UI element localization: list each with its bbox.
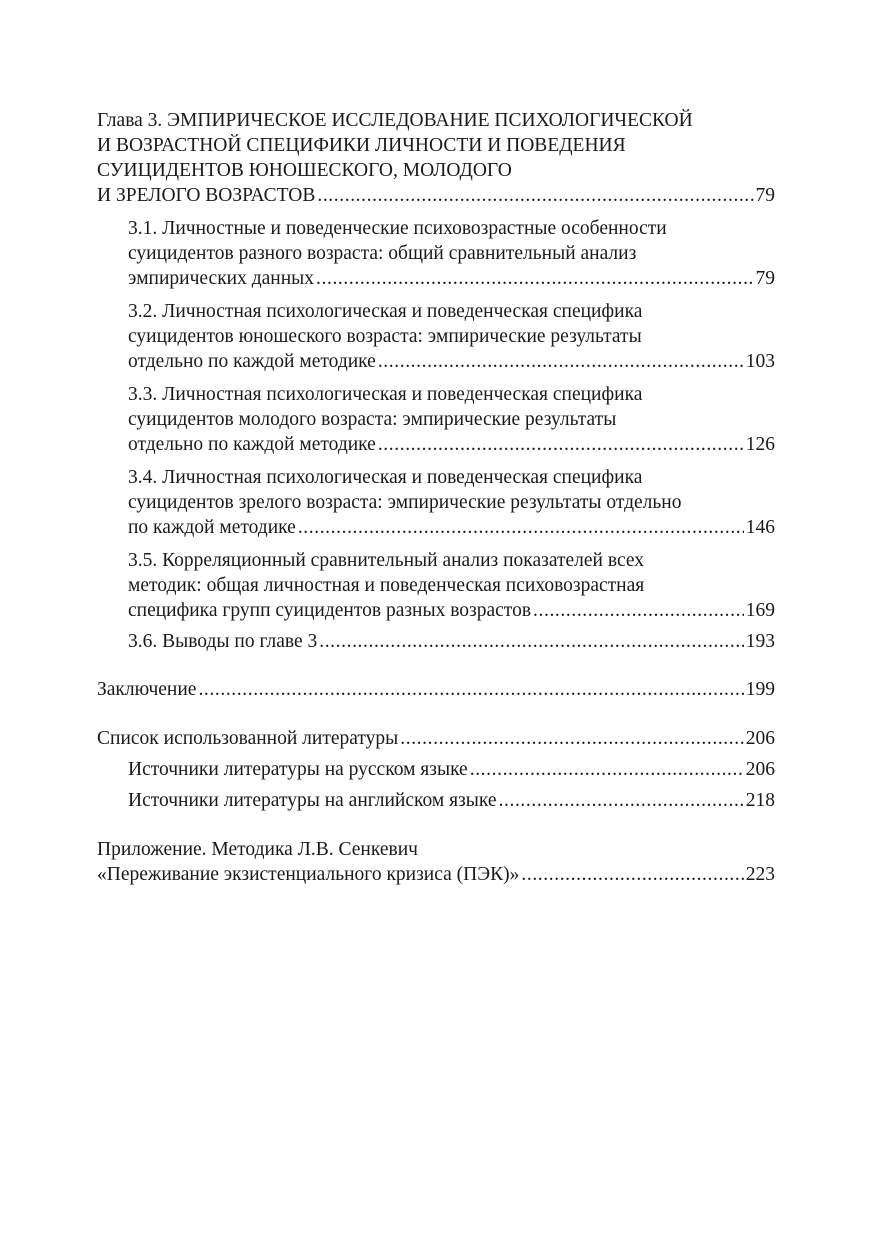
toc-entry-text: Приложение. Методика Л.В. Сенкевич: [97, 839, 418, 860]
toc-entry-final-line: [128, 266, 775, 291]
toc-entry-final-line: [128, 757, 775, 782]
toc-entry-final-line: [128, 788, 775, 813]
toc-entry-text: «Переживание экзистенциального кризиса (ПЭК)»: [97, 864, 520, 885]
toc-page-number: 206: [745, 759, 775, 780]
toc-entry-text: отдельно по каждой методике: [128, 351, 376, 372]
toc-entry-text: Глава 3. ЭМПИРИЧЕСКОЕ ИССЛЕДОВАНИЕ ПСИХОЛОГИЧЕСКОЙ: [97, 110, 693, 131]
toc-entry-text: по каждой методике: [128, 517, 296, 538]
toc-entry-text: СУИЦИДЕНТОВ ЮНОШЕСКОГО, МОЛОДОГО: [97, 160, 512, 181]
toc-leader-dots: [378, 432, 744, 457]
toc-entry-references-english[interactable]: [128, 788, 775, 813]
toc-entry-final-line: [97, 183, 775, 208]
toc-entry-text: суицидентов зрелого возраста: эмпирические результаты отдельно: [128, 492, 682, 513]
toc-entry-text: Источники литературы на английском языке: [128, 790, 497, 811]
toc-leader-dots: [319, 629, 744, 654]
toc-page-number: 79: [755, 268, 775, 289]
toc-entry-final-line: [128, 432, 775, 457]
toc-leader-dots: [521, 862, 743, 887]
toc-entry-final-line: [97, 677, 775, 702]
toc-entry-final-line: [128, 349, 775, 374]
table-of-contents: [97, 108, 775, 887]
toc-leader-dots: [317, 183, 753, 208]
toc-entry-text: суицидентов молодого возраста: эмпирические результаты: [128, 409, 617, 430]
toc-entry-text: И ВОЗРАСТНОЙ СПЕЦИФИКИ ЛИЧНОСТИ И ПОВЕДЕНИЯ: [97, 135, 626, 156]
toc-entry-text: методик: общая личностная и поведенческая психовозрастная: [128, 575, 645, 596]
toc-entry-text: Заключение: [97, 679, 197, 700]
toc-page-number: 103: [745, 351, 775, 372]
toc-entry-references-russian[interactable]: [128, 757, 775, 782]
toc-page-number: 79: [755, 185, 775, 206]
toc-entry-section-3-4[interactable]: [128, 465, 775, 540]
toc-entry-final-line: [97, 726, 775, 751]
toc-leader-dots: [198, 677, 743, 702]
toc-leader-dots: [316, 266, 753, 291]
toc-entry-text: И ЗРЕЛОГО ВОЗРАСТОВ: [97, 185, 316, 206]
toc-page-number: 206: [745, 728, 775, 749]
toc-entry-references[interactable]: [97, 726, 775, 751]
toc-leader-dots: [298, 515, 744, 540]
toc-entry-appendix[interactable]: [97, 837, 775, 887]
toc-entry-section-3-6[interactable]: [128, 629, 775, 654]
toc-page-number: 146: [745, 517, 775, 538]
toc-entry-final-line: [97, 862, 775, 887]
toc-leader-dots: [470, 757, 744, 782]
toc-leader-dots: [533, 598, 744, 623]
toc-entry-section-3-3[interactable]: [128, 382, 775, 457]
toc-entry-final-line: [128, 515, 775, 540]
toc-entry-final-line: [128, 629, 775, 654]
toc-entry-section-3-5[interactable]: [128, 548, 775, 623]
toc-entry-text: Список использованной литературы: [97, 728, 399, 749]
toc-entry-section-3-1[interactable]: [128, 216, 775, 291]
toc-page-number: 223: [745, 864, 775, 885]
toc-entry-text: 3.5. Корреляционный сравнительный анализ показателей всех: [128, 550, 644, 571]
toc-page-number: 169: [745, 600, 775, 621]
toc-entry-chapter-3[interactable]: [97, 108, 775, 208]
toc-entry-conclusion[interactable]: [97, 677, 775, 702]
toc-entry-text: 3.4. Личностная психологическая и поведенческая специфика: [128, 467, 643, 488]
toc-leader-dots: [378, 349, 744, 374]
toc-leader-dots: [499, 788, 744, 813]
toc-leader-dots: [400, 726, 743, 751]
toc-entry-text: эмпирических данных: [128, 268, 315, 289]
toc-entry-text: Источники литературы на русском языке: [128, 759, 468, 780]
toc-page-number: 199: [745, 679, 775, 700]
toc-entry-text: суицидентов юношеского возраста: эмпирические результаты: [128, 326, 642, 347]
toc-entry-text: 3.2. Личностная психологическая и поведенческая специфика: [128, 301, 643, 322]
toc-page-number: 126: [745, 434, 775, 455]
toc-entry-text: отдельно по каждой методике: [128, 434, 376, 455]
toc-entry-text: 3.1. Личностные и поведенческие психовозрастные особенности: [128, 218, 667, 239]
toc-entry-text: суицидентов разного возраста: общий сравнительный анализ: [128, 243, 637, 264]
toc-entry-text: специфика групп суицидентов разных возрастов: [128, 600, 532, 621]
toc-page-number: 193: [745, 631, 775, 652]
toc-entry-section-3-2[interactable]: [128, 299, 775, 374]
toc-page-number: 218: [745, 790, 775, 811]
toc-entry-final-line: [128, 598, 775, 623]
toc-entry-text: 3.3. Личностная психологическая и поведенческая специфика: [128, 384, 643, 405]
toc-entry-text: 3.6. Выводы по главе 3: [128, 631, 318, 652]
